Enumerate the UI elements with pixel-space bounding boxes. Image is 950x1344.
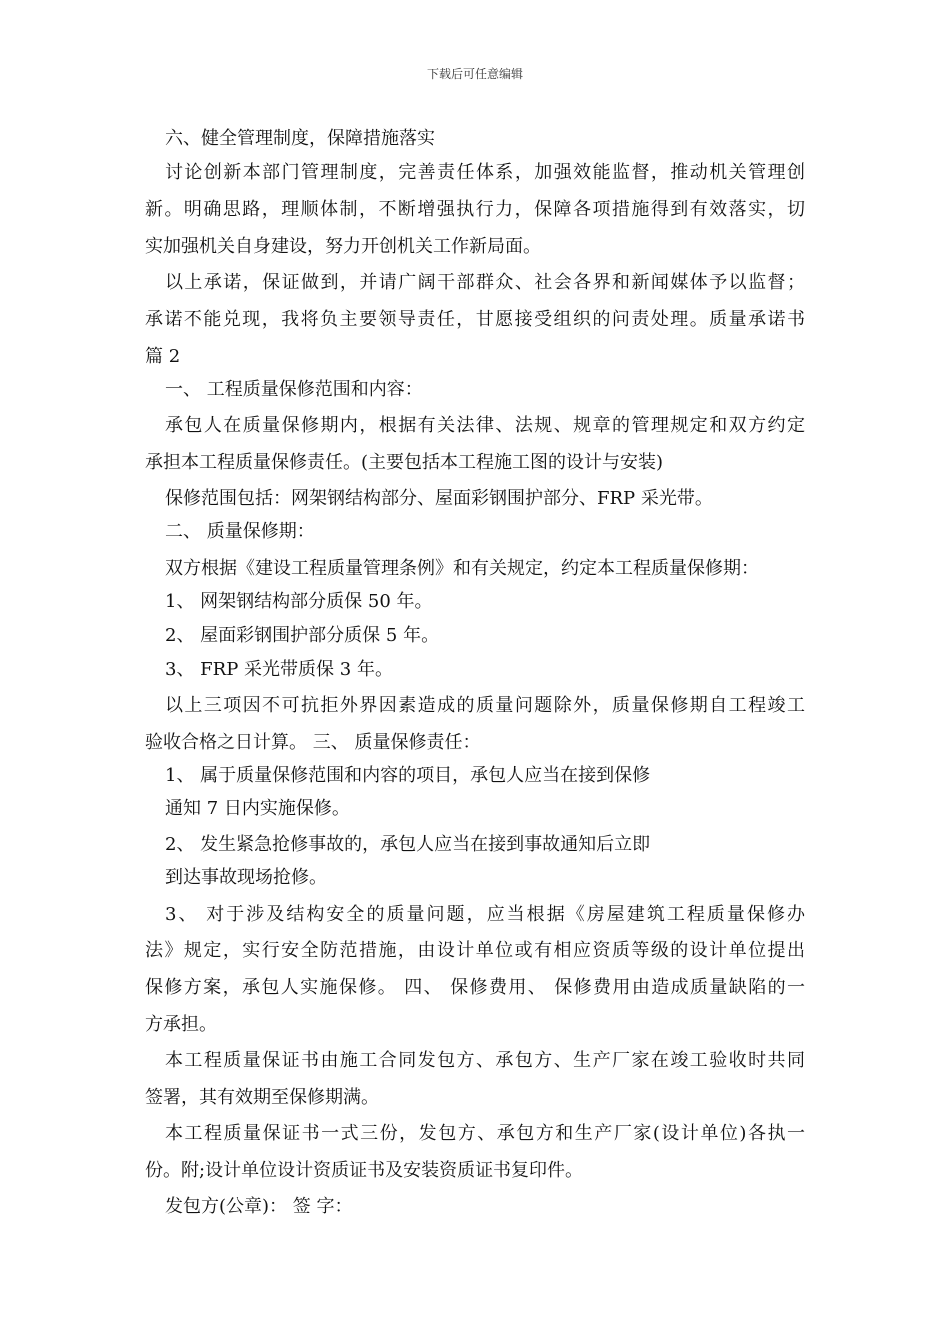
list-item: 2、 屋面彩钢围护部分质保 5 年。 xyxy=(165,625,440,646)
paragraph-line: 讨论创新本部门管理制度，完善责任体系，加强效能监督，推动机关管理创 xyxy=(165,162,805,183)
list-item: 3、 对于涉及结构安全的质量问题，应当根据《房屋建筑工程质量保修办 xyxy=(165,904,805,925)
paragraph-line: 通知 7 日内实施保修。 xyxy=(165,798,350,819)
paragraph-line: 以上承诺，保证做到，并请广阔干部群众、社会各界和新闻媒体予以监督； xyxy=(165,272,805,293)
paragraph-line: 以上三项因不可抗拒外界因素造成的质量问题除外，质量保修期自工程竣工 xyxy=(165,695,805,716)
paragraph-line: 本工程质量保证书一式三份，发包方、承包方和生产厂家(设计单位)各执一 xyxy=(165,1123,805,1144)
list-item: 1、 网架钢结构部分质保 50 年。 xyxy=(165,591,433,612)
paragraph-line: 实加强机关自身建设，努力开创机关工作新局面。 xyxy=(145,236,541,257)
paragraph-line: 承诺不能兑现，我将负主要领导责任，甘愿接受组织的问责处理。质量承诺书 xyxy=(145,309,805,330)
list-item: 2、 发生紧急抢修事故的，承包人应当在接到事故通知后立即 xyxy=(165,834,651,855)
paragraph-line: 方承担。 xyxy=(145,1014,217,1035)
section-heading-2: 二、 质量保修期： xyxy=(165,521,315,542)
paragraph-line: 保修范围包括：网架钢结构部分、屋面彩钢围护部分、FRP 采光带。 xyxy=(165,488,713,509)
section-heading-6: 六、健全管理制度，保障措施落实 xyxy=(165,128,435,149)
paragraph-line: 到达事故现场抢修。 xyxy=(165,867,327,888)
paragraph-line: 承担本工程质量保修责任。(主要包括本工程施工图的设计与安装) xyxy=(145,452,664,473)
paragraph-line: 本工程质量保证书由施工合同发包方、承包方、生产厂家在竣工验收时共同 xyxy=(165,1050,805,1071)
list-item: 1、 属于质量保修范围和内容的项目，承包人应当在接到保修 xyxy=(165,765,651,786)
paragraph-line: 新。明确思路，理顺体制，不断增强执行力，保障各项措施得到有效落实，切 xyxy=(145,199,805,220)
paragraph-line: 保修方案，承包人实施保修。 四、 保修费用、 保修费用由造成质量缺陷的一 xyxy=(145,977,805,998)
paragraph-line: 双方根据《建设工程质量管理条例》和有关规定，约定本工程质量保修期： xyxy=(165,558,759,579)
paragraph-line: 法》规定，实行安全防范措施，由设计单位或有相应资质等级的设计单位提出 xyxy=(145,940,805,961)
paragraph-line: 承包人在质量保修期内，根据有关法律、法规、规章的管理规定和双方约定 xyxy=(165,415,805,436)
section-heading-1: 一、 工程质量保修范围和内容： xyxy=(165,379,423,400)
paragraph-line: 份。附;设计单位设计资质证书及安装资质证书复印件。 xyxy=(145,1160,584,1181)
paragraph-line: 验收合格之日计算。 三、 质量保修责任： xyxy=(145,732,481,753)
page-header: 下载后可任意编辑 xyxy=(426,67,523,81)
list-item: 3、 FRP 采光带质保 3 年。 xyxy=(165,659,393,680)
paragraph-line: 签署，其有效期至保修期满。 xyxy=(145,1087,379,1108)
paragraph-line: 篇 2 xyxy=(145,346,181,367)
signature-line: 发包方(公章)： 签 字： xyxy=(165,1196,353,1217)
